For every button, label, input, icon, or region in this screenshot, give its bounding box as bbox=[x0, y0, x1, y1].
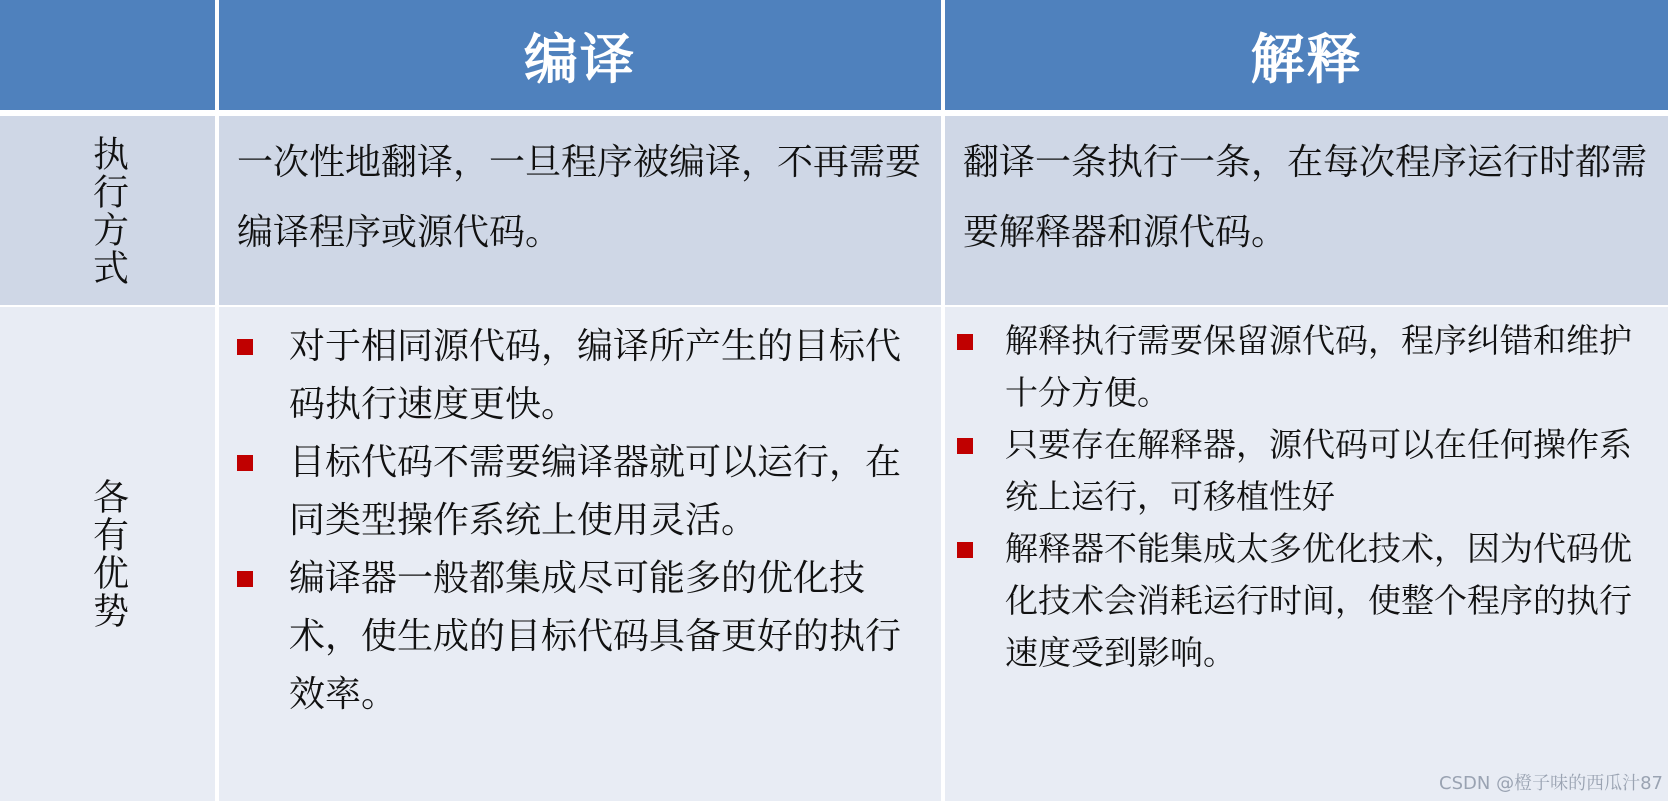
square-bullet-icon bbox=[237, 339, 253, 355]
compile-advantages-list bbox=[219, 318, 927, 724]
list-item bbox=[945, 523, 1650, 679]
list-item-text: 目标代码不需要编译器就可以运行，在同类型操作系统上使用灵活。 bbox=[289, 442, 902, 541]
cell-interpret-execution bbox=[945, 116, 1668, 305]
interpret-advantages-list bbox=[945, 315, 1650, 679]
header-compile-cell bbox=[219, 0, 941, 110]
header-interpret-cell bbox=[945, 0, 1668, 110]
list-item-text: 只要存在解释器，源代码可以在任何操作系统上运行，可移植性好 bbox=[1005, 425, 1632, 516]
header-compile-label: 编译 bbox=[524, 26, 636, 91]
interpret-execution-text: 翻译一条执行一条，在每次程序运行时都需要解释器和源代码。 bbox=[963, 142, 1648, 253]
watermark: CSDN @橙子味的西瓜汁87 bbox=[1439, 773, 1663, 794]
square-bullet-icon bbox=[957, 334, 973, 350]
row-label-text: 各有优势 bbox=[87, 478, 129, 630]
square-bullet-icon bbox=[957, 542, 973, 558]
compile-execution-text: 一次性地翻译，一旦程序被编译，不再需要编译程序或源代码。 bbox=[237, 142, 922, 253]
list-item bbox=[219, 434, 927, 550]
list-item-text: 解释器不能集成太多优化技术，因为代码优化技术会消耗运行时间，使整个程序的执行速度受到影响。 bbox=[1005, 529, 1632, 672]
square-bullet-icon bbox=[237, 571, 253, 587]
row-label-execution-mode bbox=[0, 116, 215, 305]
cell-interpret-advantages bbox=[945, 307, 1668, 801]
list-item bbox=[945, 315, 1650, 419]
header-interpret-label: 解释 bbox=[1250, 26, 1363, 91]
cell-compile-execution bbox=[219, 116, 941, 305]
list-item bbox=[219, 318, 927, 434]
cell-compile-advantages bbox=[219, 307, 941, 801]
row-label-text: 执行方式 bbox=[87, 134, 129, 287]
list-item-text: 编译器一般都集成尽可能多的优化技术，使生成的目标代码具备更好的执行效率。 bbox=[289, 558, 902, 715]
list-item-text: 解释执行需要保留源代码，程序纠错和维护十分方便。 bbox=[1005, 321, 1632, 412]
row-label-advantages bbox=[0, 307, 215, 801]
list-item-text: 对于相同源代码，编译所产生的目标代码执行速度更快。 bbox=[289, 326, 902, 425]
square-bullet-icon bbox=[237, 455, 253, 471]
list-item bbox=[219, 550, 927, 724]
square-bullet-icon bbox=[957, 438, 973, 454]
header-corner-cell bbox=[0, 0, 215, 110]
list-item bbox=[945, 419, 1650, 523]
